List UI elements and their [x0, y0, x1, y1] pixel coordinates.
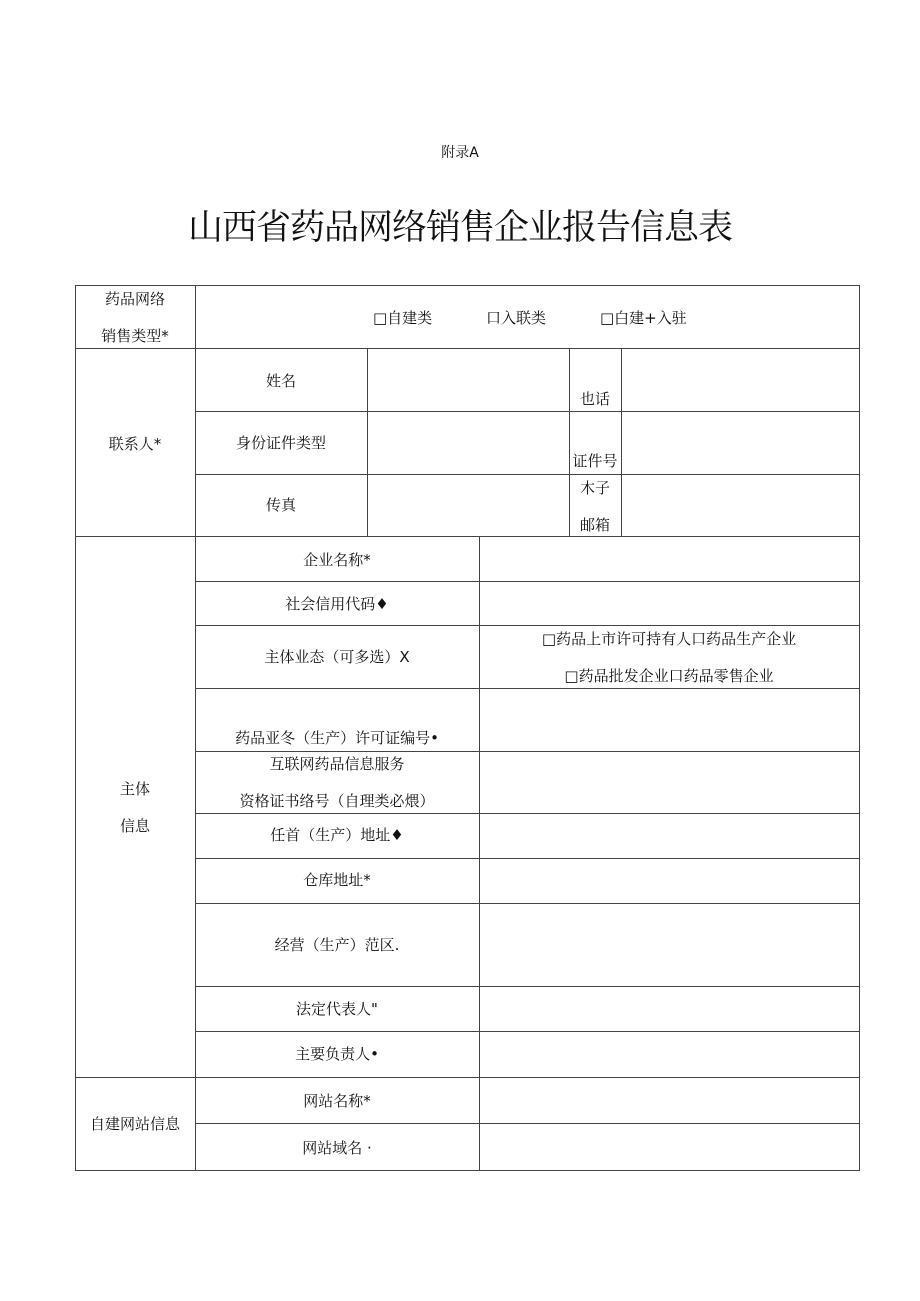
phone-label: 也话	[579, 390, 610, 408]
appendix-label: 附录A	[441, 145, 479, 161]
site-name-label: 网站名称*	[303, 1092, 371, 1110]
column-divider	[195, 285, 196, 1171]
option-self-built-joined[interactable]: □白建+入驻	[600, 309, 687, 327]
table-border-top	[75, 285, 860, 286]
company-name-label: 企业名称*	[303, 551, 371, 569]
principal-label: 主要负责人•	[295, 1045, 379, 1063]
contact-label: 联系人*	[108, 435, 162, 453]
email-label-line2: 邮箱	[579, 516, 610, 534]
business-option-line2[interactable]: □药品批发企业口药品零售企业	[564, 667, 774, 685]
row-divider	[75, 536, 860, 537]
name-label: 姓名	[265, 372, 296, 390]
business-option-line1[interactable]: □药品上市许可持有人口药品生产企业	[541, 630, 797, 648]
row-divider	[195, 751, 860, 752]
option-self-built[interactable]: □自建类	[373, 309, 433, 327]
row-divider	[195, 903, 860, 904]
row-divider	[195, 986, 860, 987]
address-label: 任首（生产）地址♦	[270, 826, 404, 844]
option-joined[interactable]: 口入联类	[486, 309, 547, 327]
internet-cert-label-line2: 资格证书络号（自理类必煨）	[239, 792, 435, 810]
entity-label-line1: 主体	[119, 780, 150, 798]
table-border-left	[75, 285, 76, 1171]
legal-rep-label: 法定代表人"	[296, 1000, 378, 1018]
row-divider	[195, 1031, 860, 1032]
column-divider	[367, 348, 368, 536]
column-divider	[621, 348, 622, 536]
report-form-table	[75, 285, 860, 1171]
license-number-label: 药品亚冬（生产）许可证编号•	[235, 729, 439, 747]
table-border-right	[859, 285, 860, 1171]
fax-label: 传真	[265, 496, 296, 514]
column-divider	[569, 348, 570, 536]
sales-type-label-line2: 销售类型*	[101, 327, 169, 345]
row-divider	[195, 858, 860, 859]
business-form-label: 主体业态（可多选）X	[264, 648, 410, 666]
domain-label: 网站域名 ·	[302, 1139, 372, 1157]
row-divider	[195, 581, 860, 582]
id-type-label: 身份证件类型	[235, 434, 326, 452]
table-border-bottom	[75, 1170, 860, 1171]
warehouse-label: 仓库地址*	[303, 871, 371, 889]
website-label: 自建网站信息	[89, 1115, 180, 1133]
entity-label-line2: 信息	[119, 817, 150, 835]
row-divider	[195, 411, 860, 412]
row-divider	[195, 1123, 860, 1124]
page-title: 山西省药品网络销售企业报告信息表	[187, 208, 732, 248]
sales-type-label-line1: 药品网络	[104, 290, 165, 308]
row-divider	[75, 348, 860, 349]
row-divider	[195, 813, 860, 814]
row-divider	[75, 1077, 860, 1078]
row-divider	[195, 688, 860, 689]
email-label-line1: 木子	[579, 479, 610, 497]
internet-cert-label-line1: 互联网药品信息服务	[269, 755, 405, 773]
credit-code-label: 社会信用代码♦	[285, 595, 389, 613]
row-divider	[195, 625, 860, 626]
scope-label: 经营（生产）范区.	[274, 936, 400, 954]
id-number-label: 证件号	[572, 452, 618, 470]
row-divider	[195, 474, 860, 475]
